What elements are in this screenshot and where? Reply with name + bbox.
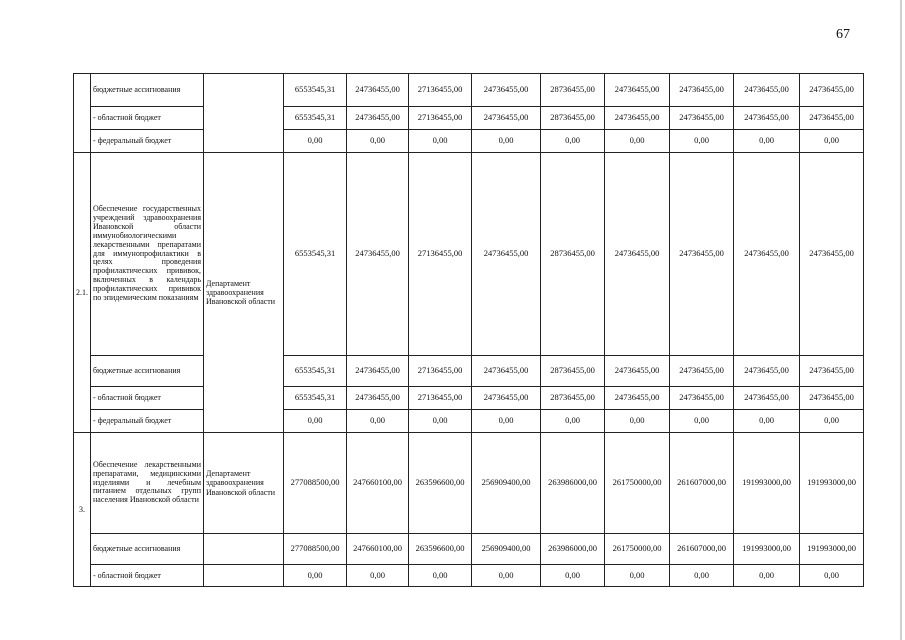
value-cell: 0,00 <box>734 410 800 433</box>
value-cell: 27136455,00 <box>409 74 472 107</box>
index-cell <box>74 74 91 153</box>
value-cell: 0,00 <box>670 565 734 587</box>
value-cell: 0,00 <box>605 130 670 153</box>
value-cell: 24736455,00 <box>605 356 670 387</box>
value-cell: 0,00 <box>284 410 347 433</box>
row-index: 3. <box>74 433 91 587</box>
value-cell: 24736455,00 <box>347 356 409 387</box>
value-cell: 0,00 <box>800 410 864 433</box>
value-cell: 24736455,00 <box>347 153 409 356</box>
value-cell: 24736455,00 <box>800 74 864 107</box>
value-cell: 0,00 <box>284 565 347 587</box>
value-cell: 0,00 <box>409 130 472 153</box>
value-cell: 0,00 <box>347 130 409 153</box>
row-label: - областной бюджет <box>91 387 204 410</box>
value-cell: 24736455,00 <box>472 387 541 410</box>
value-cell: 24736455,00 <box>800 387 864 410</box>
value-cell: 28736455,00 <box>541 107 605 130</box>
value-cell: 24736455,00 <box>670 74 734 107</box>
row-index: 2.1. <box>74 153 91 433</box>
row-label: - федеральный бюджет <box>91 130 204 153</box>
value-cell: 24736455,00 <box>472 356 541 387</box>
value-cell: 247660100,00 <box>347 433 409 534</box>
value-cell: 24736455,00 <box>670 153 734 356</box>
value-cell: 27136455,00 <box>409 107 472 130</box>
value-cell: 28736455,00 <box>541 356 605 387</box>
value-cell: 24736455,00 <box>605 74 670 107</box>
row-label: бюджетные ассигнования <box>91 74 204 107</box>
value-cell: 24736455,00 <box>734 74 800 107</box>
value-cell: 256909400,00 <box>472 534 541 565</box>
executor-cell <box>204 565 284 587</box>
page-edge-shadow <box>900 0 902 640</box>
table-row <box>74 107 864 130</box>
value-cell: 0,00 <box>472 565 541 587</box>
table-row <box>74 534 864 565</box>
value-cell: 0,00 <box>734 130 800 153</box>
row-label: - областной бюджет <box>91 565 204 587</box>
value-cell: 261750000,00 <box>605 433 670 534</box>
value-cell: 247660100,00 <box>347 534 409 565</box>
executor-cell <box>204 534 284 565</box>
value-cell: 24736455,00 <box>734 387 800 410</box>
value-cell: 24736455,00 <box>800 153 864 356</box>
value-cell: 0,00 <box>541 410 605 433</box>
value-cell: 0,00 <box>347 410 409 433</box>
value-cell: 277088500,00 <box>284 433 347 534</box>
value-cell: 24736455,00 <box>734 356 800 387</box>
value-cell: 24736455,00 <box>670 107 734 130</box>
value-cell: 24736455,00 <box>800 356 864 387</box>
value-cell: 0,00 <box>605 565 670 587</box>
value-cell: 6553545,31 <box>284 153 347 356</box>
value-cell: 6553545,31 <box>284 74 347 107</box>
value-cell: 24736455,00 <box>605 153 670 356</box>
table-row <box>74 130 864 153</box>
value-cell: 27136455,00 <box>409 387 472 410</box>
value-cell: 28736455,00 <box>541 153 605 356</box>
row-label: - областной бюджет <box>91 107 204 130</box>
value-cell: 261750000,00 <box>605 534 670 565</box>
value-cell: 0,00 <box>800 565 864 587</box>
value-cell: 24736455,00 <box>347 387 409 410</box>
value-cell: 6553545,31 <box>284 387 347 410</box>
value-cell: 24736455,00 <box>670 356 734 387</box>
table-row <box>74 387 864 410</box>
value-cell: 24736455,00 <box>734 153 800 356</box>
value-cell: 0,00 <box>541 565 605 587</box>
value-cell: 24736455,00 <box>472 153 541 356</box>
value-cell: 0,00 <box>800 130 864 153</box>
value-cell: 0,00 <box>670 410 734 433</box>
value-cell: 6553545,31 <box>284 107 347 130</box>
table-row <box>74 74 864 107</box>
value-cell: 24736455,00 <box>800 107 864 130</box>
row-label: бюджетные ассигнования <box>91 534 204 565</box>
value-cell: 0,00 <box>347 565 409 587</box>
budget-table <box>73 73 864 587</box>
value-cell: 191993000,00 <box>800 433 864 534</box>
table-row <box>74 433 864 534</box>
value-cell: 0,00 <box>409 565 472 587</box>
executor-cell <box>204 74 284 153</box>
value-cell: 0,00 <box>605 410 670 433</box>
value-cell: 0,00 <box>541 130 605 153</box>
value-cell: 24736455,00 <box>670 387 734 410</box>
row-label: бюджетные ассигнования <box>91 356 204 387</box>
value-cell: 261607000,00 <box>670 433 734 534</box>
value-cell: 263596600,00 <box>409 534 472 565</box>
value-cell: 0,00 <box>284 130 347 153</box>
value-cell: 256909400,00 <box>472 433 541 534</box>
value-cell: 24736455,00 <box>605 387 670 410</box>
value-cell: 24736455,00 <box>472 107 541 130</box>
value-cell: 263596600,00 <box>409 433 472 534</box>
value-cell: 24736455,00 <box>472 74 541 107</box>
value-cell: 0,00 <box>409 410 472 433</box>
value-cell: 27136455,00 <box>409 153 472 356</box>
table-row <box>74 565 864 587</box>
row-label: - федеральный бюджет <box>91 410 204 433</box>
value-cell: 24736455,00 <box>734 107 800 130</box>
table-row <box>74 153 864 356</box>
value-cell: 263986000,00 <box>541 534 605 565</box>
value-cell: 28736455,00 <box>541 74 605 107</box>
value-cell: 0,00 <box>734 565 800 587</box>
value-cell: 261607000,00 <box>670 534 734 565</box>
value-cell: 0,00 <box>472 130 541 153</box>
row-description: Обеспечение лекарственными препаратами, медицинскими изделиями и лечебным питанием отдельных групп населения Ивановской области <box>91 433 204 534</box>
value-cell: 191993000,00 <box>734 433 800 534</box>
executor-cell: Департамент здравоохранения Ивановской области <box>204 433 284 534</box>
table-row <box>74 410 864 433</box>
row-description: Обеспечение государственных учреждений здравоохранения Ивановской области иммунобиологическими лекарственными препаратами для иммунопрофилактики в целях проведения профилактических прививок, включенных в календарь профилактических прививок по эпидемическим показаниям <box>91 153 204 356</box>
value-cell: 24736455,00 <box>347 107 409 130</box>
value-cell: 263986000,00 <box>541 433 605 534</box>
value-cell: 191993000,00 <box>734 534 800 565</box>
value-cell: 24736455,00 <box>605 107 670 130</box>
value-cell: 191993000,00 <box>800 534 864 565</box>
value-cell: 28736455,00 <box>541 387 605 410</box>
value-cell: 277088500,00 <box>284 534 347 565</box>
value-cell: 24736455,00 <box>347 74 409 107</box>
value-cell: 0,00 <box>670 130 734 153</box>
value-cell: 27136455,00 <box>409 356 472 387</box>
page-number: 67 <box>836 27 850 42</box>
table-row <box>74 356 864 387</box>
value-cell: 6553545,31 <box>284 356 347 387</box>
value-cell: 0,00 <box>472 410 541 433</box>
executor-cell: Департамент здравоохранения Ивановской области <box>204 153 284 433</box>
